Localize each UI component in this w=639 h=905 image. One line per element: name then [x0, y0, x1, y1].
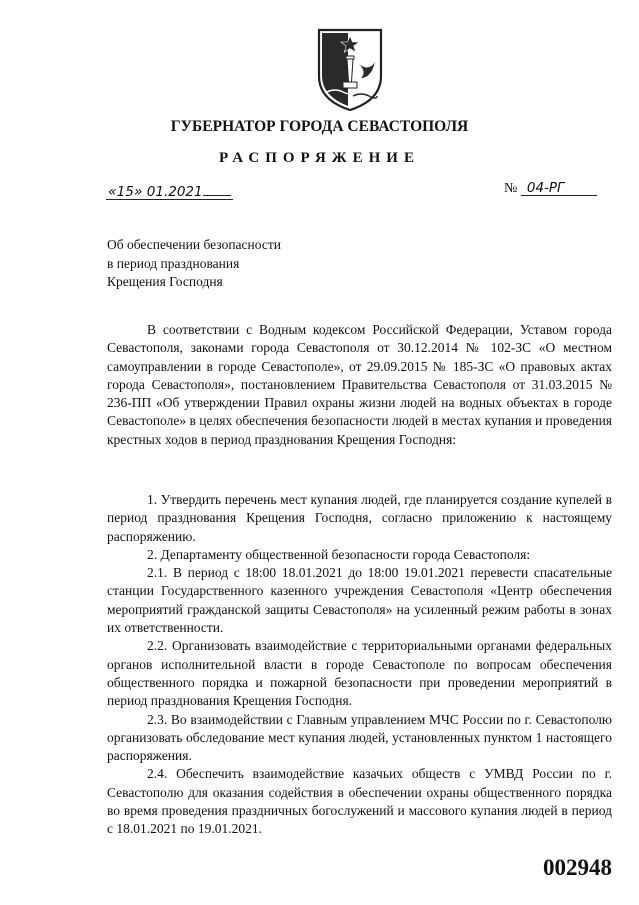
preamble-paragraph: В соответствии с Водным кодексом Российской Федерации, Уставом города Севастополя, законами города Севастополя от 30.12.2014 № 102-ЗС «О местном самоуправлении в городе Севастополе», от 29.09.2015 № 185-ЗС «О правовых актах города Севастополя», постановлением Правительства Севастополя от 31.03.2015 № 236-ПП «Об утверждении Правил охраны жизни людей на водных объектах в городе Севастополе» в целях обеспечения безопасности людей в местах купания и проведения крестных ходов в период празднования Крещения Господня: — [107, 322, 612, 447]
document-date — [106, 181, 233, 201]
document-number — [504, 181, 597, 197]
coat-of-arms-icon — [315, 26, 385, 112]
order-item: 2.3. Во взаимодействии с Главным управлением МЧС России по г. Севастополю организовать обследование мест купания людей, установленных пунктом 1 настоящего распоряжения. — [107, 711, 612, 764]
order-item: 2.2. Организовать взаимодействие с территориальными органами федеральных органов исполнительной власти в городе Севастополе по вопросам обеспечения общественного порядка и пожарной безопасности при проведении мероприятий в период празднования Крещения Господня. — [107, 638, 612, 709]
document-type: РАСПОРЯЖЕНИЕ — [219, 150, 420, 166]
order-item: 2.4. Обеспечить взаимодействие казачьих обществ с УМВД России по г. Севастополю для оказания содействия в обеспечении охраны общественного порядка во время проведения праздничных богослужений и массового купания людей в период с 18.01.2021 по 19.01.2021. — [107, 766, 612, 837]
date-open-quote: « — [108, 184, 117, 200]
subject-line: Крещения Господня — [107, 274, 223, 289]
date-rest: 01.2021 — [146, 184, 203, 200]
subject-line: Об обеспечении безопасности — [107, 237, 281, 252]
subject-line: в период празднования — [107, 255, 240, 271]
order-item: 1. Утвердить перечень мест купания людей, где планируется создание купелей в период празднования Крещения Господня, согласно приложению к настоящему распоряжению. — [107, 492, 612, 544]
date-day: 15 — [116, 184, 134, 200]
order-item: 2. Департаменту общественной безопасности города Севастополя: — [147, 546, 531, 562]
preamble-block — [107, 321, 612, 449]
registration-number: 002948 — [543, 855, 612, 880]
document-subject — [107, 236, 387, 292]
number-sign: № — [504, 181, 518, 196]
date-field — [106, 181, 233, 200]
date-close-quote: » — [133, 184, 143, 200]
issuing-authority: ГУБЕРНАТОР ГОРОДА СЕВАСТОПОЛЯ — [170, 118, 469, 135]
number-value: 04-РГ — [521, 181, 597, 196]
order-item: 2.1. В период с 18:00 18.01.2021 до 18:00 19.01.2021 перевести спасательные станции Государственного казенного учреждения Севастополя «Центр обеспечения мероприятий гражданской защиты Севастополя» на усиленный режим работы в зонах их ответственности. — [107, 565, 612, 636]
orders-block — [107, 491, 612, 839]
